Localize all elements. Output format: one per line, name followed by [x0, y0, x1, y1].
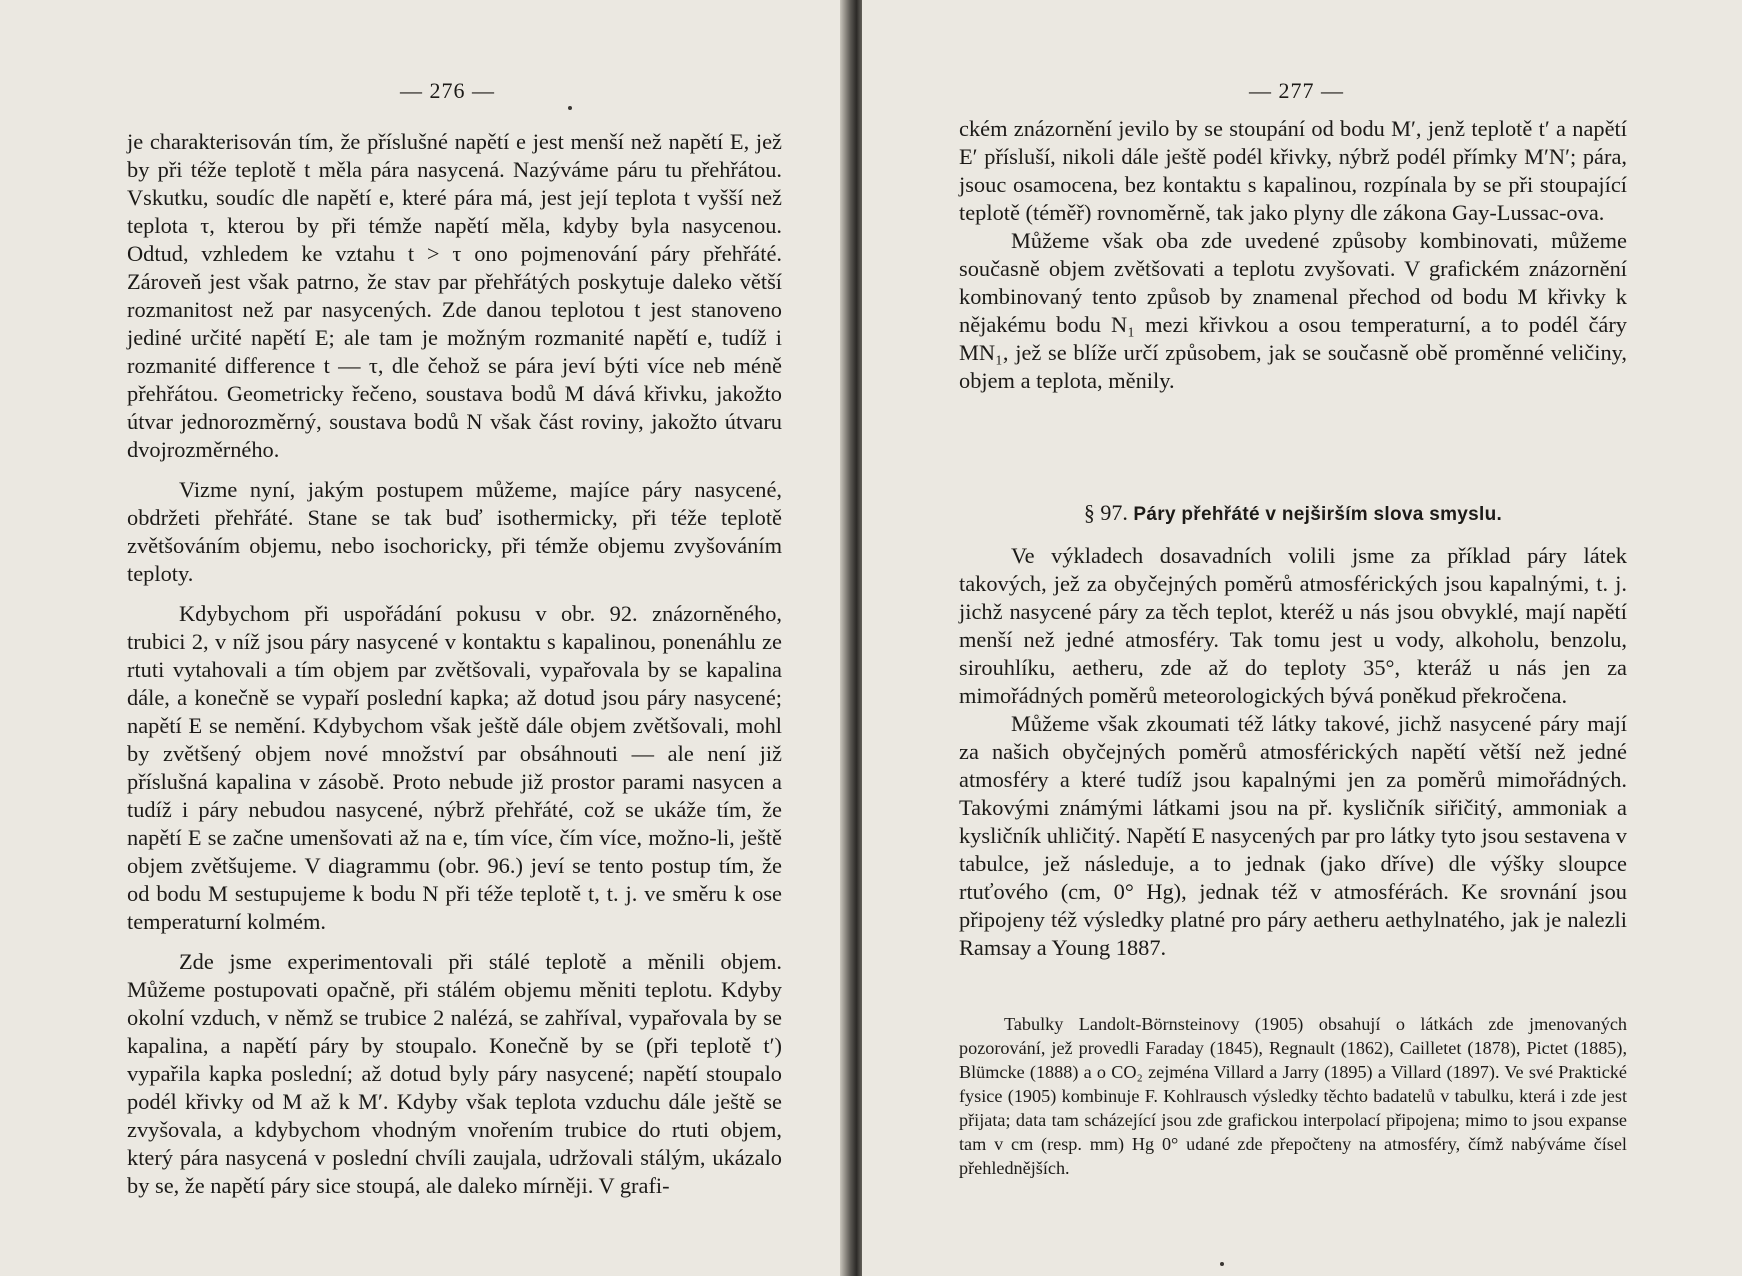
paragraph: Kdybychom při uspořádání pokusu v obr. 92. znázorněného, trubici 2, v níž jsou páry nasycené v kontaktu s kapalinou, ponenáhlu ze rtuti vytahovali a tím objem par zvětšovali, vypařovala by se kapalina dále, a konečně se vypaří poslední kapka; až dotud jsou páry nasycené; napětí E se nemění. Kdybychom však ještě dále objem zvětšovali, mohl by zvětšený objem nové množství par obsáhnouti — ale není již příslušná kapalina v zásobě. Proto nebude již prostor parami nasycen a tudíž i páry nebudou nasycené, nýbrž přehřáté, což se ukáže tím, že napětí E se začne umenšovati až na e, tím více, čím více, možno-li, ještě objem zvětšujeme. V diagrammu (obr. 96.) jeví se tento postup tím, že od bodu M sestupujeme k bodu N při téže teplotě t, t. j. ve směru k ose temperaturní kolmém.: [127, 601, 782, 934]
paragraph: Můžeme však oba zde uvedené způsoby kombinovati, můžeme současně objem zvětšovati a teplotu zvyšovati. V grafickém znázornění kombinovaný tento způsob by znamenal přechod od bodu M křivky k nějakému bodu N₁ mezi křivkou a osou temperaturní, a to podél čáry MN₁, jež se blíže určí způsobem, jak se současně obě proměnné veličiny, objem a teplota, měnily.: [959, 228, 1627, 393]
paragraph: Ve výkladech dosavadních volili jsme za příklad páry látek takových, jež za obyčejných poměrů atmosférických jsou kapalnými, t. j. jichž nasycené páry za těch teplot, kteréž u nás jsou obvyklé, mají napětí menší než jedné atmosféry. Tak tomu jest u vody, alkoholu, benzolu, sirouhlíku, aetheru, zde až do teploty 35°, kteráž u nás jen za mimořádných poměrů meteorologických bývá poněkud překročena.: [959, 543, 1627, 708]
paragraph: ckém znázornění jevilo by se stoupání od bodu M′, jenž teplotě t′ a napětí E′ přísluší, nikoli dále ještě podél křivky, nýbrž podél přímky M′N′; pára, jsouc osamocena, bez kontaktu s kapalinou, rozpínala by se při stoupající teplotě (téměř) rovnoměrně, tak jako plyny dle zákona Gay-Lussac-ova.: [959, 116, 1627, 225]
section-heading: [959, 500, 1627, 526]
paragraph: je charakterisován tím, že příslušné napětí e jest menší než napětí E, jež by při téže teplotě t měla pára nasycená. Nazýváme páru tu přehřátou. Vskutku, soudíc dle napětí e, které pára má, jest její teplota t vyšší než teplota τ, kterou by při témže napětí měla, kdyby byla nasycenou. Odtud, vzhledem ke vztahu t > τ ono pojmenování páry přehřáté. Zároveň jest však patrno, že stav par přehřátých poskytuje daleko větší rozmanitost než par nasycených. Zde danou teplotou t jest stanoveno jediné určité napětí E; ale tam je možným rozmanité napětí e, tudíž i rozmanité difference t — τ, dle čehož se pára jeví býti více neb méně přehřátou. Geometricky řečeno, soustava bodů M dává křivku, jakožto útvar jednorozměrný, soustava bodů N však část roviny, jakožto útvaru dvojrozměrného.: [127, 129, 782, 462]
paragraph: Zde jsme experimentovali při stálé teplotě a měnili objem. Můžeme postupovati opačně, při stálém objemu měniti teplotu. Kdyby okolní vzduch, v němž se trubice 2 nalézá, se zahříval, vypařovala by se kapalina, a napětí páry by stoupalo. Konečně by se (při teplotě t′) vypařila kapka poslední; až dotud byly páry nasycené; napětí stoupalo podél křivky od M až k M′. Kdyby však teplota vzduchu dále ještě se zvyšovala, a kdybychom vhodným vnořením trubice do rtuti objem, který pára nasycená v poslední chvíli zaujala, udržovali stálým, ukázalo by se, že napětí páry sice stoupá, ale daleko mírněji. V grafi-: [127, 949, 782, 1198]
section-number: § 97.: [1083, 500, 1128, 525]
footnote: [959, 1012, 1627, 1180]
right-page-body-top: [959, 115, 1627, 395]
left-page: [0, 0, 852, 1276]
page-number: — 277 —: [1249, 78, 1344, 103]
paragraph: Vizme nyní, jakým postupem můžeme, majíce páry nasycené, obdržeti přehřáté. Stane se tak buď isothermicky, při téže teplotě zvětšováním objemu, nebo isochoricky, při témže objemu zvyšováním teploty.: [127, 477, 782, 586]
section-title: Páry přehřáté v nejširším slova smyslu.: [1133, 504, 1503, 525]
ink-speck: [1220, 1262, 1224, 1266]
paragraph: Můžeme však zkoumati též látky takové, jichž nasycené páry mají za našich obyčejných poměrů atmosférických napětí větší než jedné atmosféry a které tudíž jsou kapalnými jen za poměrů mimořádných. Takovými známými látkami jsou na př. kysličník siřičitý, ammoniak a kysličník uhličitý. Napětí E nasycených par pro látky tyto jsou sestavena v tabulce, jež následuje, a to jednak (jako dříve) dle výšky sloupce rtuťového (cm, 0° Hg), jednak též v atmosférách. Ke srovnání jsou připojeny též výsledky platné pro páry aetheru aethylnatého, jak je nalezli Ramsay a Young 1887.: [959, 711, 1627, 960]
left-page-body: [127, 128, 782, 1200]
footnote-text: Tabulky Landolt-Börnsteinovy (1905) obsahují o látkách zde jmenovaných pozorování, jež provedli Faraday (1845), Regnault (1862), Cailletet (1878), Pictet (1885), Blümcke (1888) a o CO₂ zejména Villard a Jarry (1895) a Villard (1897). Ve své Praktické fysice (1905) kombinuje F. Kohlrausch výsledky těchto badatelů v tabulku, která i zde jest přijata; data tam scházející jsou zde grafickou interpolací připojena; mimo to jsou expanse tam v cm (resp. mm) Hg 0° udané zde přepočteny na atmosféry, čímž nabýváme čísel přehlednějších.: [959, 1014, 1627, 1178]
right-page: [862, 0, 1742, 1276]
ink-speck: [568, 106, 572, 110]
page-number: — 276 —: [400, 78, 495, 103]
right-page-body-bottom: [959, 542, 1627, 962]
